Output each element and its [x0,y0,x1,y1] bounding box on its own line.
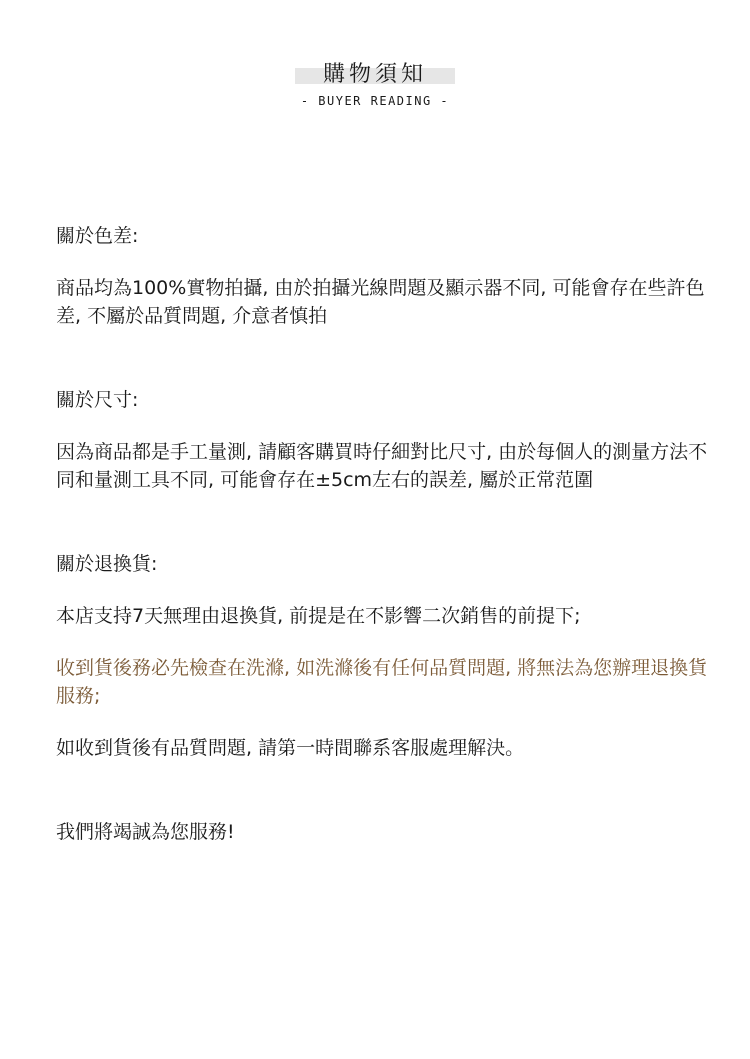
return-inspection-notice: 收到貨後務必先檢查在洗滌, 如洗滌後有任何品質問題, 將無法為您辦理退換貨服務; [56,657,708,707]
page-subtitle: - BUYER READING - [300,94,450,108]
page-header [0,60,750,108]
return-contact-text: 如收到貨後有品質問題, 請第一時間聯系客服處理解決。 [56,737,525,759]
closing-text: 我們將竭誠為您服務! [56,821,235,843]
page-title: 購物須知 [322,62,427,87]
notice-content [56,222,721,846]
return-section-heading: 關於退換貨: [56,553,158,575]
title-wrap [295,60,455,90]
return-policy-text: 本店支持7天無理由退換貨, 前提是在不影響二次銷售的前提下; [56,605,581,627]
size-section-heading: 關於尺寸: [56,389,139,411]
color-section-text: 商品均為100%實物拍攝, 由於拍攝光線問題及顯示器不同, 可能會存在些許色差, 不屬於品質問題, 介意者慎拍 [56,277,705,327]
size-section-text: 因為商品都是手工量測, 請顧客購買時仔細對比尺寸, 由於每個人的測量方法不同和量測工具不同, 可能會存在±5cm左右的誤差, 屬於正常范圍 [56,441,708,491]
color-section-heading: 關於色差: [56,225,139,247]
